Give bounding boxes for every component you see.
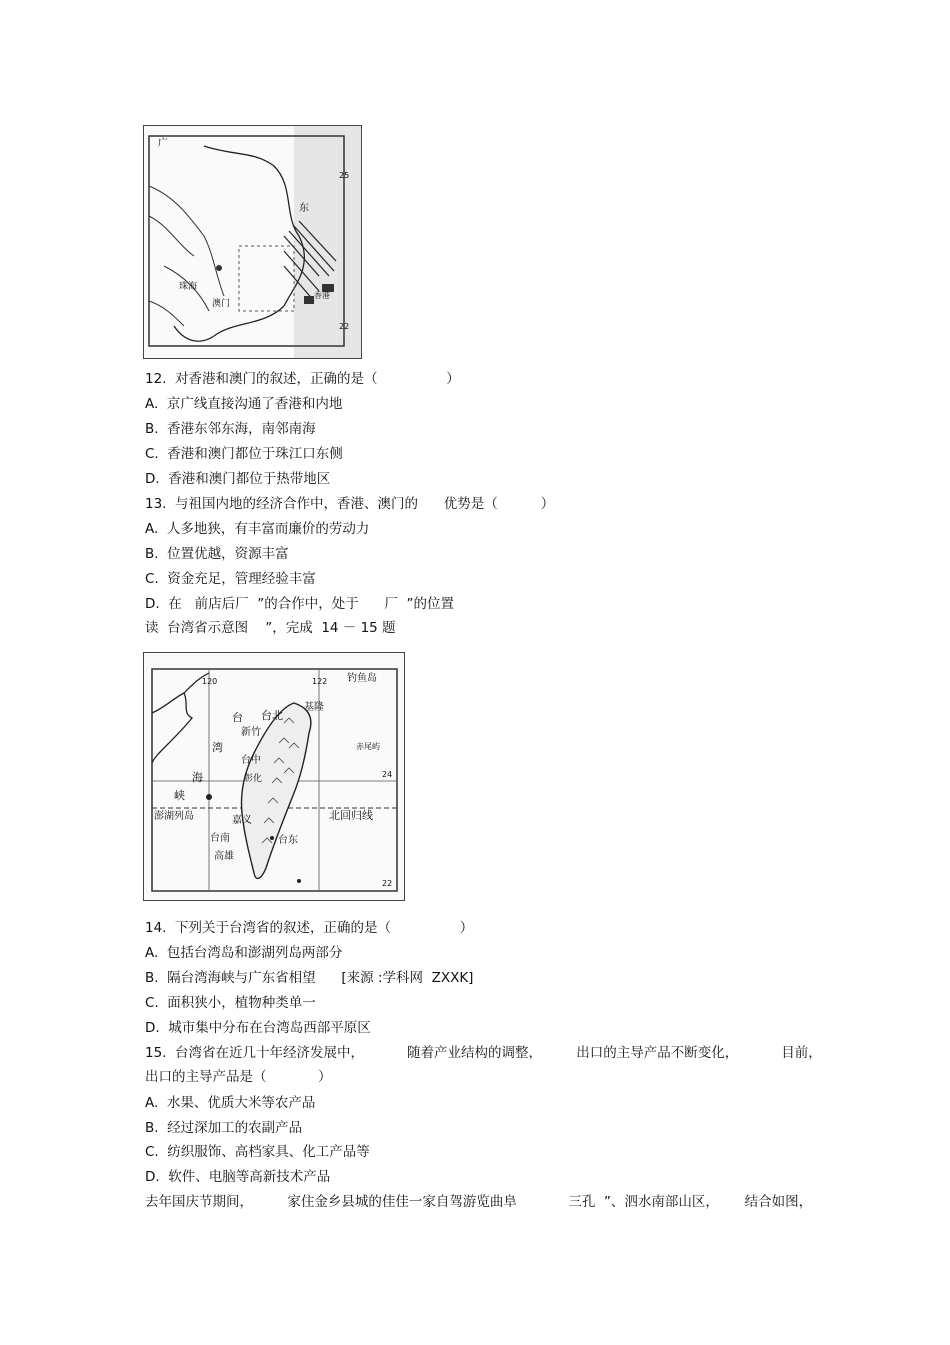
q14-option-b: B. 隔台湾海峡与广东省相望 [来源 :学科网 ZXXK]: [145, 970, 474, 986]
q13-option-a: A. 人多地狭，有丰富而廉价的劳动力: [145, 521, 370, 537]
q13-option-c: C. 资金充足，管理经验丰富: [145, 571, 316, 587]
map2-label-tainan: 台南: [210, 833, 230, 844]
map1-label-dong: 东: [299, 203, 309, 214]
map2-label-tropic: 北回归线: [329, 809, 373, 822]
map2-label-strait-4: 峡: [174, 789, 185, 802]
q14-option-a: A. 包括台湾岛和澎湖列岛两部分: [145, 945, 343, 961]
q12-option-a: A. 京广线直接沟通了香港和内地: [145, 396, 343, 412]
map2-label-taipei: 台北: [261, 709, 283, 722]
map2-label-kaohsiung: 高雄: [214, 851, 234, 862]
map2-label-penghu: 澎湖列岛: [154, 811, 194, 822]
map1-label-macau: 澳门: [212, 299, 231, 309]
map2-label-taitung: 台东: [278, 835, 298, 846]
map2-lon-122: 122: [312, 677, 328, 686]
map2-lat-24: 24: [382, 770, 393, 779]
q14-option-c: C. 面积狭小，植物种类单一: [145, 995, 316, 1011]
q14-stem: 14. 下列关于台湾省的叙述，正确的是（ ）: [145, 920, 474, 936]
q12-option-b: B. 香港东邻东海，南邻南海: [145, 421, 316, 437]
next-passage-line: 去年国庆节期间， 家住金乡县城的佳佳一家自驾游览曲阜 三孔 ”、泗水南部山区， 结合如图，: [145, 1194, 813, 1210]
map2-label-diaoyu: 钓鱼岛: [347, 673, 377, 684]
map1-label-zhuhai: 珠海: [179, 282, 198, 292]
q14-option-d: D. 城市集中分布在台湾岛西部平原区: [145, 1020, 371, 1036]
map1-label-guang: 广: [158, 138, 168, 149]
map2-intro: 读 台湾省示意图 ”，完成 14 － 15 题: [145, 620, 396, 636]
map1-label-lat25: 25: [339, 171, 350, 180]
map2-label-strait-3: 海: [192, 771, 203, 784]
map2-label-strait-1: 台: [232, 711, 243, 724]
q12-stem: 12. 对香港和澳门的叙述，正确的是（ ）: [145, 371, 460, 387]
q15-stem-line1: 15. 台湾省在近几十年经济发展中， 随着产业结构的调整， 出口的主导产品不断变化， 目前，: [145, 1045, 822, 1061]
q15-stem-line2: 出口的主导产品是（ ）: [145, 1069, 332, 1085]
map2-lat-22: 22: [382, 879, 393, 888]
q12-option-c: C. 香港和澳门都位于珠江口东侧: [145, 446, 343, 462]
q15-option-b: B. 经过深加工的农副产品: [145, 1120, 303, 1136]
map2-label-strait-2: 湾: [212, 741, 223, 754]
map1-label-hongkong: 香港: [314, 291, 330, 300]
map2-label-taichung: 台中: [241, 755, 261, 766]
q13-stem: 13. 与祖国内地的经济合作中，香港、澳门的 优势是（ ）: [145, 496, 555, 512]
q12-option-d: D. 香港和澳门都位于热带地区: [145, 471, 331, 487]
q15-option-c: C. 纺织服饰、高档家具、化工产品等: [145, 1144, 370, 1160]
map2-label-changhua: 彰化: [244, 774, 263, 784]
map1-label-lat22: 22: [339, 322, 350, 331]
map2-lon-120: 120: [202, 677, 218, 686]
map2-label-hsinchu: 新竹: [241, 727, 261, 738]
q15-option-a: A. 水果、优质大米等农产品: [145, 1095, 316, 1111]
map2-label-chiayi: 嘉义: [232, 815, 252, 826]
map2-label-keelung: 基隆: [304, 702, 324, 713]
taiwan-map: [143, 652, 405, 901]
map2-label-chiwei: 赤尾屿: [356, 742, 380, 751]
q15-option-d: D. 软件、电脑等高新技术产品: [145, 1169, 331, 1185]
q13-option-d: D. 在 前店后厂 ”的合作中，处于 厂 ”的位置: [145, 596, 455, 612]
pearl-river-delta-map: [143, 125, 362, 359]
q13-option-b: B. 位置优越，资源丰富: [145, 546, 289, 562]
